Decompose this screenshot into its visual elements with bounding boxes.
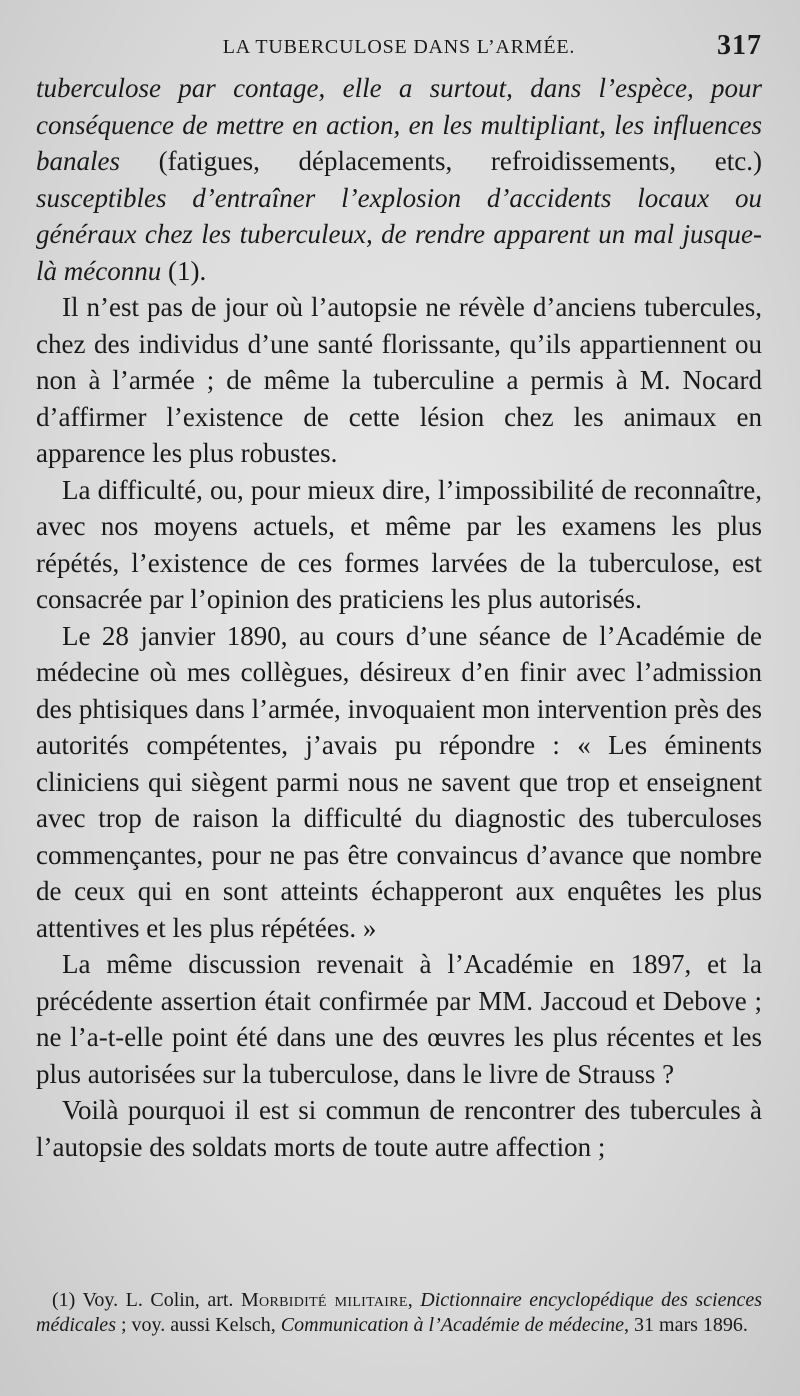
footnote-text: Voy. L. Colin, art. <box>75 1289 241 1311</box>
body-text <box>36 70 762 1165</box>
footnote-reference: (1). <box>161 255 207 286</box>
paragraph: Le 28 janvier 1890, au cours d’une séance de l’Académie de médecine où mes collègues, désireux d’en finir avec l’admission des phtisiques dans l’armée, invoquaient mon intervention près des autorités compétentes, j’avais pu répondre : « Les éminents cliniciens qui siègent parmi nous ne savent que trop et enseignent avec trop de raison la difficulté du diagnostic des tuberculoses commençantes, pour ne pas être convaincus d’avance que nombre de ceux qui en sont atteints échapperont aux enquêtes les plus attentives et les plus répétées. » <box>36 620 762 943</box>
paragraph: La même discussion revenait à l’Académie en 1897, et la précédente assertion était confirmée par MM. Jaccoud et Debove ; ne l’a-t-elle point été dans une des œuvres les plus récentes et les plus autorisées sur la tuberculose, dans le livre de Strauss ? <box>36 949 762 1089</box>
paragraph-continuation <box>36 70 762 289</box>
italic-run: tuberculose par contage, elle a surtout, dans l’espèce, pour conséquence de mettre en action, en les multipliant, les influences banales <box>36 73 762 176</box>
italic-run: susceptibles d’entraîner l’explosion d’accidents locaux ou généraux chez les tuberculeux, de rendre apparent un mal jusque-là méconnu <box>36 182 762 286</box>
footnote-text: , 31 mars 1896. <box>624 1313 748 1336</box>
paragraph: Voilà pourquoi il est si commun de rencontrer des tubercules à l’autopsie des soldats morts de toute autre affection ; <box>36 1095 762 1162</box>
footnote-marker: (1) <box>52 1289 76 1311</box>
running-title: LA TUBERCULOSE DANS L’ARMÉE. <box>222 36 576 58</box>
footnotes <box>36 1288 762 1337</box>
footnote-work-title: Dictionnaire encyclopédique des sciences médicales <box>36 1289 763 1336</box>
footnote-text: , <box>407 1289 421 1311</box>
paragraph: Il n’est pas de jour où l’autopsie ne révèle d’anciens tubercules, chez des individus d’une santé florissante, qu’ils appartiennent ou non à l’armée ; de même la tuberculine a permis à M. Nocard d’affirmer l’existence de cette lésion chez les animaux en apparence les plus robustes. <box>36 292 762 468</box>
paragraph: La difficulté, ou, pour mieux dire, l’impossibilité de reconnaître, avec nos moyens actuels, et même par les examens les plus répétés, l’existence de ces formes larvées de la tuberculose, est consacrée par l’opinion des praticiens les plus autorisés. <box>36 474 762 614</box>
page-header <box>36 30 762 66</box>
footnote <box>36 1288 762 1337</box>
footnote-work-title: Communication à l’Académie de médecine <box>280 1313 625 1336</box>
text-run: (fatigues, déplacements, refroidissements, etc.) <box>120 146 762 176</box>
footnote-article-title: Morbidité militaire <box>240 1289 408 1311</box>
footnote-text: ; voy. aussi Kelsch, <box>115 1313 281 1336</box>
page-number: 317 <box>717 30 762 61</box>
